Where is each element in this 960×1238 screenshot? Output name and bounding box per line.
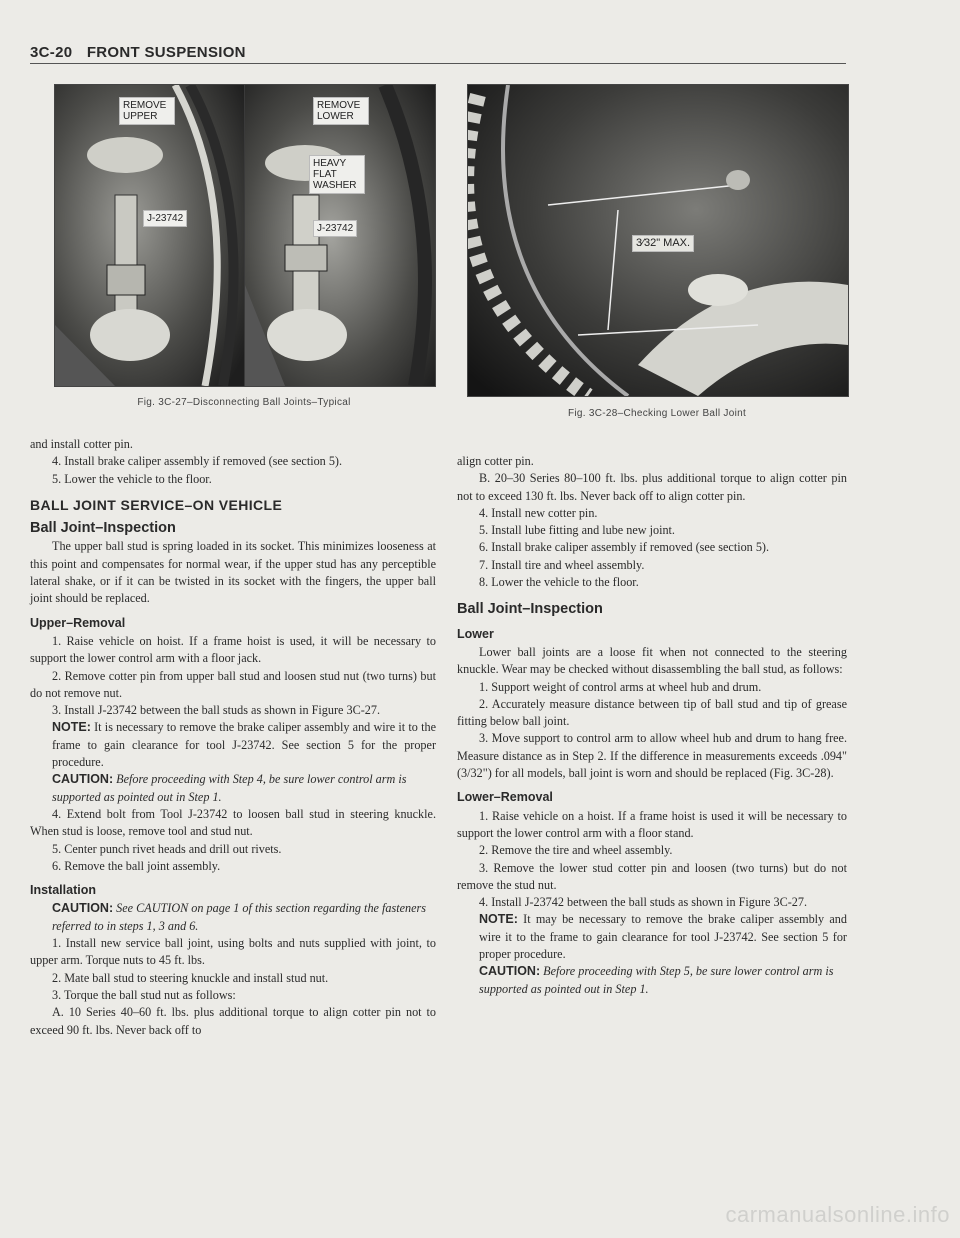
paragraph: 2. Remove cotter pin from upper ball stud and loosen stud nut (two turns) but do not remove nut.	[30, 668, 436, 700]
paragraph: 6. Install brake caliper assembly if removed (see section 5).	[479, 540, 770, 555]
caution-label: CAUTION:	[479, 964, 541, 979]
figure-3c-28	[467, 84, 849, 397]
paragraph: 5. Install lube fitting and lube new joint.	[479, 523, 675, 538]
subsection-heading: Lower	[457, 626, 494, 641]
paragraph: Lower ball joints are a loose fit when not connected to the steering knuckle. Wear may be checked without disassembling the ball stud, as follows:	[457, 644, 847, 677]
paragraph: 2. Remove the tire and wheel assembly.	[479, 843, 673, 858]
label-tool-j23742-left: J-23742	[143, 210, 187, 227]
paragraph: 4. Extend bolt from Tool J-23742 to loosen ball stud in steering knuckle. When stud is loose, remove tool and stud nut.	[30, 806, 436, 839]
subsection-heading: Installation	[30, 883, 96, 898]
right-column	[457, 453, 847, 998]
label-heavy-flat-washer: HEAVY FLAT WASHER	[309, 155, 365, 194]
page-number: 3C-20	[30, 44, 73, 61]
caution	[457, 963, 847, 998]
paragraph: 6. Remove the ball joint assembly.	[52, 858, 221, 873]
paragraph: 4. Install J-23742 between the ball studs as shown in Figure 3C-27.	[479, 895, 808, 910]
paragraph: 8. Lower the vehicle to the floor.	[479, 575, 639, 590]
paragraph: 7. Install tire and wheel assembly.	[479, 557, 645, 572]
label-max-measurement: 3⁄32" MAX.	[632, 235, 694, 252]
header-rule	[30, 63, 846, 64]
paragraph: 1. Raise vehicle on hoist. If a frame hoist is used, it will be necessary to support the lower control arm with a floor jack.	[30, 633, 436, 666]
page-header	[30, 44, 246, 61]
paragraph: align cotter pin.	[457, 454, 534, 468]
caution-text: Before proceeding with Step 5, be sure lower control arm is supported as pointed out in Step 1.	[479, 964, 834, 996]
figure-3c-28-caption: Fig. 3C-28–Checking Lower Ball Joint	[567, 408, 747, 419]
figure-3c-27	[54, 84, 436, 387]
subsection-heading: Ball Joint–Inspection	[30, 520, 176, 537]
paragraph: 4. Install new cotter pin.	[479, 505, 598, 520]
paragraph: 2. Mate ball stud to steering knuckle and install stud nut.	[52, 970, 329, 985]
paragraph: A. 10 Series 40–60 ft. lbs. plus additional torque to align cotter pin not to exceed 90 ft. lbs. Never back off to	[30, 1005, 436, 1037]
paragraph: 2. Accurately measure distance between tip of ball stud and tip of grease fitting below ball joint.	[457, 696, 847, 729]
left-column	[30, 436, 436, 1039]
paragraph: 3. Remove the lower stud cotter pin and loosen (two turns) but do not remove the stud nut.	[457, 860, 847, 892]
note	[30, 719, 436, 771]
paragraph: The upper ball stud is spring loaded in its socket. This minimizes looseness at this point and compensates for normal wear, if the upper stud has any perceptible lateral shake, or if it can be twisted in its socket with the fingers, the upper ball joint should be replaced.	[30, 539, 436, 606]
paragraph: 5. Center punch rivet heads and drill out rivets.	[52, 841, 282, 856]
paragraph: 3. Move support to control arm to allow wheel hub and drum to hang free. Measure distance as in Step 2. If the difference in measurements exceeds .094" (3/32") for all models, ball joint is worn and should be replaced (Fig. 3C-28).	[457, 731, 847, 781]
note-text: It may be necessary to remove the brake caliper assembly and wire it to the frame to gain clearance for tool J-23742. See section 5 for proper procedure.	[479, 912, 847, 962]
photo-remove-upper	[55, 85, 244, 386]
caution	[30, 900, 436, 935]
note	[457, 911, 847, 963]
caution-label: CAUTION:	[52, 901, 114, 916]
caution-text: Before proceeding with Step 4, be sure lower control arm is supported as pointed out in Step 1.	[52, 772, 407, 804]
caution-text: See CAUTION on page 1 of this section regarding the fasteners referred to in steps 1, 3 and 6.	[52, 901, 427, 933]
subsection-heading: Lower–Removal	[457, 790, 553, 805]
watermark: carmanualsonline.info	[725, 1202, 950, 1227]
note-label: NOTE:	[479, 912, 518, 927]
subsection-heading: Ball Joint–Inspection	[457, 601, 603, 618]
note-text: It is necessary to remove the brake caliper assembly and wire it to the frame to gain clearance for tool J-23742. See section 5 for the proper procedure.	[52, 720, 436, 770]
caution	[30, 771, 436, 806]
label-remove-upper: REMOVE UPPER	[119, 97, 175, 125]
note-label: NOTE:	[52, 720, 91, 735]
paragraph: 5. Lower the vehicle to the floor.	[52, 471, 212, 486]
paragraph: and install cotter pin.	[30, 437, 133, 451]
subsection-heading: Upper–Removal	[30, 615, 126, 630]
paragraph: 1. Raise vehicle on a hoist. If a frame hoist is used it will be necessary to support the lower control arm with a floor stand.	[457, 808, 847, 840]
paragraph: 1. Install new service ball joint, using bolts and nuts supplied with joint, to upper arm. Torque nuts to 45 ft. lbs.	[30, 936, 436, 968]
figure-3c-27-caption: Fig. 3C-27–Disconnecting Ball Joints–Typical	[137, 397, 351, 408]
label-remove-lower: REMOVE LOWER	[313, 97, 369, 125]
paragraph: 4. Install brake caliper assembly if removed (see section 5).	[52, 454, 343, 469]
paragraph: 3. Install J-23742 between the ball studs as shown in Figure 3C-27.	[52, 703, 381, 718]
paragraph: 1. Support weight of control arms at wheel hub and drum.	[479, 679, 762, 694]
section-heading: BALL JOINT SERVICE–ON VEHICLE	[30, 496, 283, 513]
paragraph: B. 20–30 Series 80–100 ft. lbs. plus additional torque to align cotter pin not to exceed 130 ft. lbs. Never back off to align cotter pin.	[457, 471, 847, 503]
paragraph: 3. Torque the ball stud nut as follows:	[52, 987, 236, 1002]
label-tool-j23742-right: J-23742	[313, 220, 357, 237]
caution-label: CAUTION:	[52, 772, 114, 787]
section-title: FRONT SUSPENSION	[86, 44, 246, 61]
